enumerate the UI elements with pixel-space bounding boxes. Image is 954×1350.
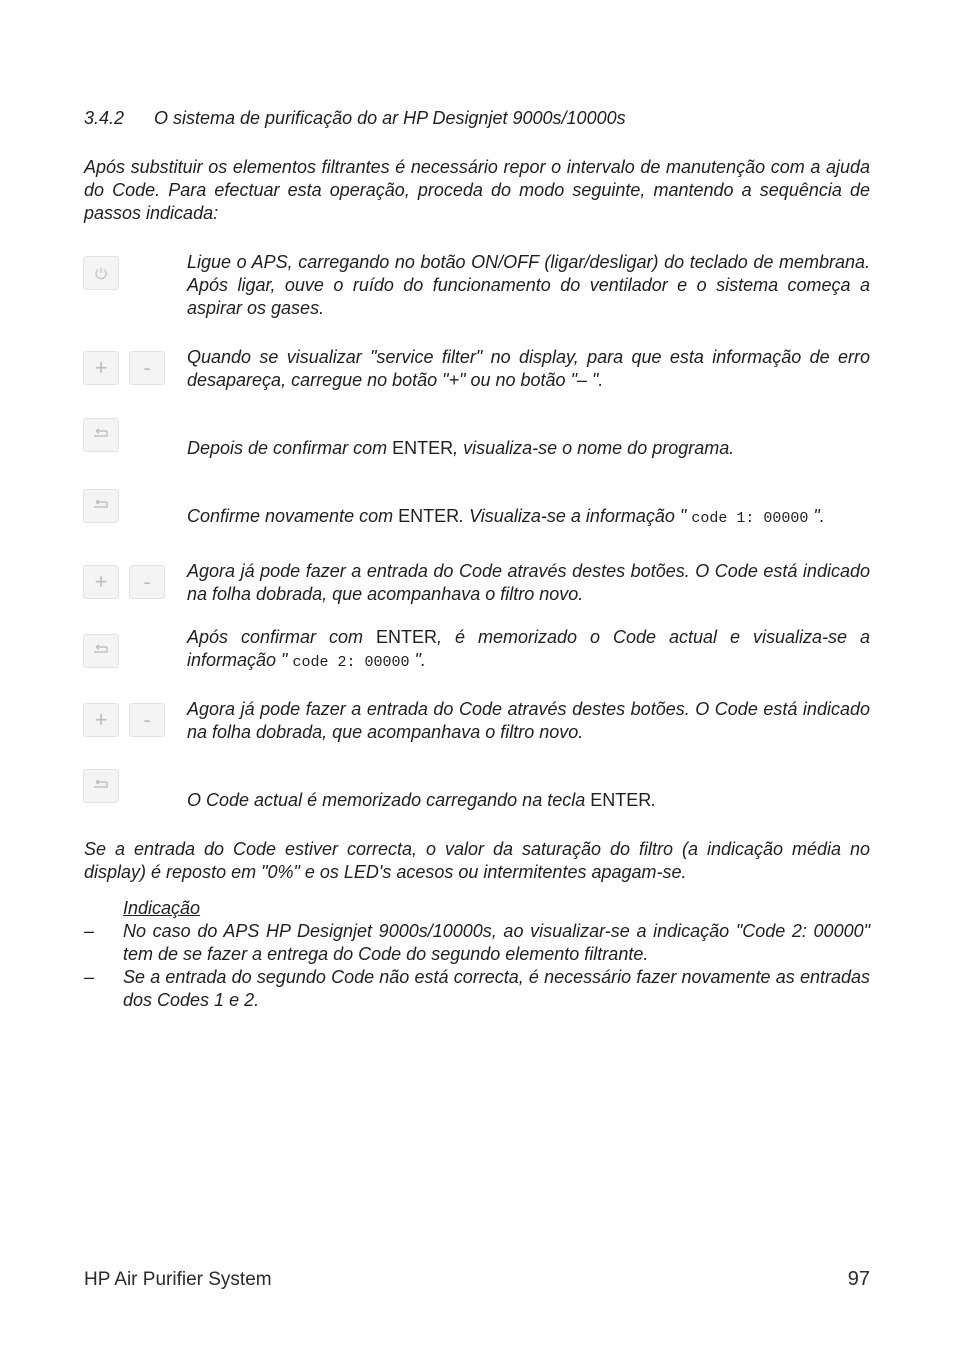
step-1-text: Ligue o APS, carregando no botão ON/OFF (ligar/desligar) do teclado de membrana. Após ligar, ouve o ruído do funcionamento do ventilador e o sistema começa a aspirar os gases. — [187, 252, 870, 318]
bullet-dash: – — [84, 921, 95, 941]
power-icon — [83, 256, 119, 290]
plus-button-icon — [83, 565, 119, 599]
enter-icon — [83, 634, 119, 668]
step-8-pre: O Code actual é memorizado carregando na tecla — [187, 790, 586, 810]
step-3-key: ENTER — [392, 438, 454, 458]
step-5-text: Agora já pode fazer a entrada do Code através destes botões. O Code está indicado na folha dobrada, que acompanhava o filtro novo. — [187, 561, 870, 604]
plus-button-icon — [83, 351, 119, 385]
minus-glyph: - — [143, 707, 151, 732]
plus-glyph: + — [94, 355, 108, 380]
step-6-text — [187, 626, 870, 674]
step-4-post: ". — [813, 506, 825, 526]
step-4-code: code 1: 00000 — [691, 510, 809, 527]
step-8-text — [187, 789, 870, 812]
enter-icon — [83, 769, 119, 803]
minus-glyph: - — [143, 569, 151, 594]
step-3-pre: Depois de confirmar com — [187, 438, 388, 458]
minus-button-icon — [129, 565, 165, 599]
page-number: 97 — [847, 1268, 870, 1290]
step-4-mid: . Visualiza-se a informação " — [459, 506, 687, 526]
step-8-post: . — [651, 790, 657, 810]
minus-button-icon — [129, 351, 165, 385]
step-6-post: ". — [414, 650, 426, 670]
step-6-code: code 2: 00000 — [292, 654, 410, 671]
section-title: O sistema de purificação do ar HP Designjet 9000s/10000s — [154, 108, 626, 128]
step-6-key: ENTER — [375, 627, 437, 647]
bullet-dash: – — [84, 967, 95, 987]
step-8-key: ENTER — [590, 790, 652, 810]
step-4-text — [187, 505, 870, 530]
footer-title: HP Air Purifier System — [84, 1269, 272, 1290]
step-4-key: ENTER — [398, 506, 460, 526]
enter-icon — [83, 489, 119, 523]
step-4-pre: Confirme novamente com — [187, 506, 394, 526]
enter-icon — [83, 418, 119, 452]
plus-button-icon — [83, 703, 119, 737]
minus-glyph: - — [143, 355, 151, 380]
step-7-text: Agora já pode fazer a entrada do Code através destes botões. O Code está indicado na folha dobrada, que acompanhava o filtro novo. — [187, 699, 870, 742]
intro-paragraph: Após substituir os elementos filtrantes é necessário repor o intervalo de manutenção com a ajuda do Code. Para efectuar esta operação, proceda do modo seguinte, mantendo a sequência de passos indicada: — [84, 157, 870, 223]
step-6-mid: , é memorizado o Code actual e visualiza-se a informação " — [187, 627, 870, 670]
note-title: Indicação — [123, 898, 201, 918]
step-6-pre: Após confirmar com — [187, 627, 363, 647]
bullet-text: Se a entrada do segundo Code não está correcta, é necessário fazer novamente as entradas dos Codes 1 e 2. — [123, 967, 870, 1010]
plus-glyph: + — [94, 569, 108, 594]
step-3-text — [187, 437, 870, 460]
section-heading — [84, 107, 626, 130]
step-3-post: , visualiza-se o nome do programa. — [453, 438, 735, 458]
section-number: 3.4.2 — [84, 108, 125, 128]
step-2-text: Quando se visualizar "service filter" no display, para que esta informação de erro desapareça, carregue no botão "+" ou no botão "– ". — [187, 347, 870, 390]
minus-button-icon — [129, 703, 165, 737]
conclusion-paragraph: Se a entrada do Code estiver correcta, o valor da saturação do filtro (a indicação média no display) é reposto em "0%" e os LED's acesos ou intermitentes apagam-se. — [84, 839, 870, 882]
plus-glyph: + — [94, 707, 108, 732]
bullet-text: No caso do APS HP Designjet 9000s/10000s, ao visualizar-se a indicação "Code 2: 00000" tem de se fazer a entrega do Code do segundo elemento filtrante. — [123, 921, 870, 964]
